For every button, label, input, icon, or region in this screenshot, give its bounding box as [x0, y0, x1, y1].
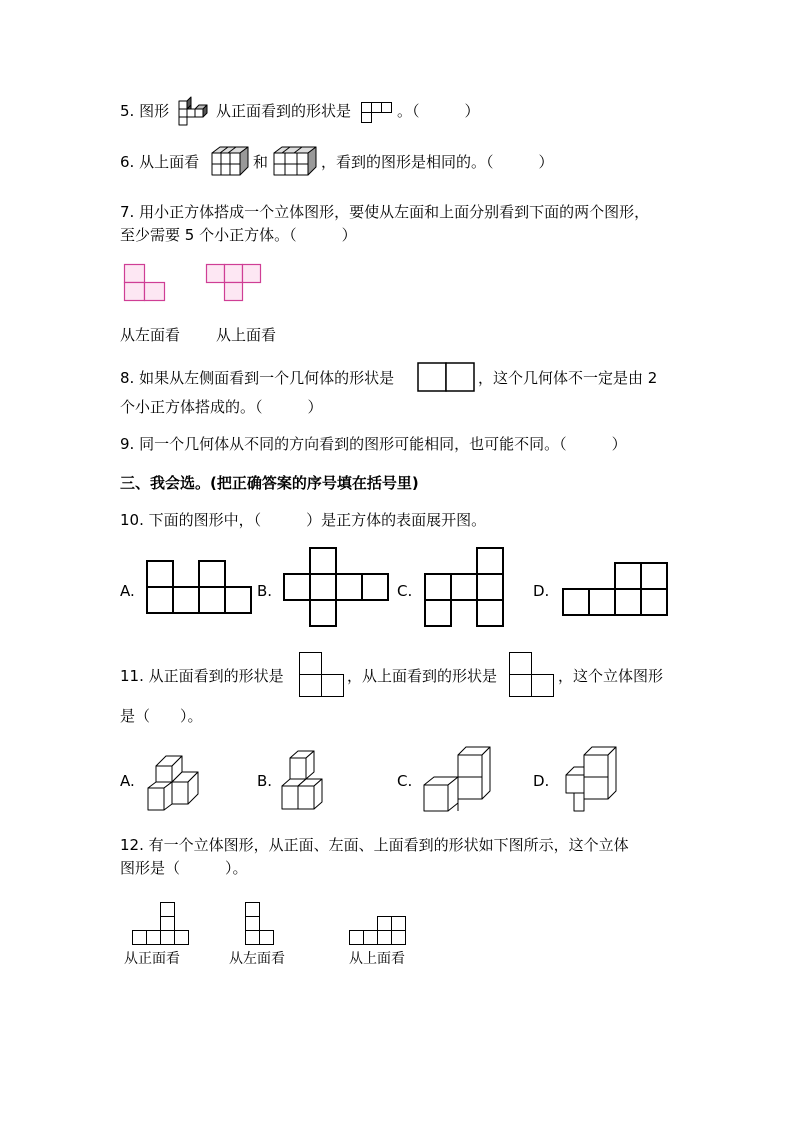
q11-option-a-cubes: [146, 748, 210, 812]
q7-line2: 至少需要 5 个小正方体。（ ）: [120, 226, 357, 244]
q11-top-view-figure: [509, 652, 557, 700]
q11-option-c-cubes: [422, 745, 494, 815]
q7-caption-top: 从上面看: [216, 326, 277, 344]
q5-text-b: 从正面看到的形状是: [216, 102, 352, 120]
q10-option-b-label: B.: [257, 582, 273, 600]
q11-line2: 是（ ）。: [120, 707, 203, 725]
q9-text: 9. 同一个几何体从不同的方向看到的图形可能相同，也可能不同。（ ）: [120, 435, 627, 453]
q11-option-d-cubes: [560, 745, 624, 815]
q11-text-a: 11. 从正面看到的形状是: [120, 667, 284, 685]
q8-left-view-figure: [417, 362, 477, 394]
q10-option-d-label: D.: [533, 582, 550, 600]
q11-front-view-figure: [299, 652, 347, 700]
q5-cube-figure: [175, 98, 215, 126]
q11-option-b-label: B.: [257, 772, 273, 790]
q6-text-b: 和: [253, 153, 269, 171]
q11-option-d-label: D.: [533, 772, 550, 790]
q10-text: 10. 下面的图形中，（ ）是正方体的表面展开图。: [120, 511, 487, 529]
q10-option-a-net: [146, 560, 254, 616]
q10-option-d-net: [562, 562, 670, 618]
q12-caption-top: 从上面看: [349, 951, 405, 967]
q7-left-view-figure: [124, 264, 168, 304]
q12-line1: 12. 有一个立体图形，从正面、左面、上面看到的形状如下图所示，这个立体: [120, 836, 629, 854]
q11-text-c: ，这个立体图形: [558, 667, 664, 685]
q12-caption-left: 从左面看: [229, 951, 285, 967]
q8-line2: 个小正方体搭成的。（ ）: [120, 398, 323, 416]
q12-left-view-figure: [245, 902, 279, 948]
section3-title: 三、我会选。(把正确答案的序号填在括号里): [120, 474, 419, 492]
q12-top-view-figure: [349, 916, 411, 948]
q5-front-view-figure: [361, 102, 401, 124]
q6-text-a: 6. 从上面看: [120, 153, 200, 171]
q6-cube-figure-1: [208, 145, 252, 179]
q10-option-c-net: [424, 547, 506, 629]
q8-text-a: 8. 如果从左侧面看到一个几何体的形状是: [120, 369, 395, 387]
q10-option-b-net: [283, 547, 391, 629]
q11-text-b: ，从上面看到的形状是: [347, 667, 498, 685]
q5-text-c: 。（ ）: [397, 102, 480, 120]
q11-option-a-label: A.: [120, 772, 135, 790]
q7-top-view-figure: [206, 264, 266, 304]
q12-line2: 图形是（ ）。: [120, 859, 248, 877]
q7-caption-left: 从左面看: [120, 326, 181, 344]
q6-cube-figure-2: [270, 145, 320, 179]
q12-caption-front: 从正面看: [124, 951, 180, 967]
q5-text-a: 5. 图形: [120, 102, 170, 120]
q10-option-c-label: C.: [397, 582, 413, 600]
q10-option-a-label: A.: [120, 582, 135, 600]
q7-line1: 7. 用小正方体搭成一个立体图形，要使从左面和上面分别看到下面的两个图形，: [120, 203, 650, 221]
q6-text-c: ，看到的图形是相同的。（ ）: [321, 153, 554, 171]
q11-option-b-cubes: [280, 748, 340, 812]
q12-front-view-figure: [132, 902, 192, 948]
q8-text-b: ，这个几何体不一定是由 2: [478, 369, 658, 387]
q11-option-c-label: C.: [397, 772, 413, 790]
